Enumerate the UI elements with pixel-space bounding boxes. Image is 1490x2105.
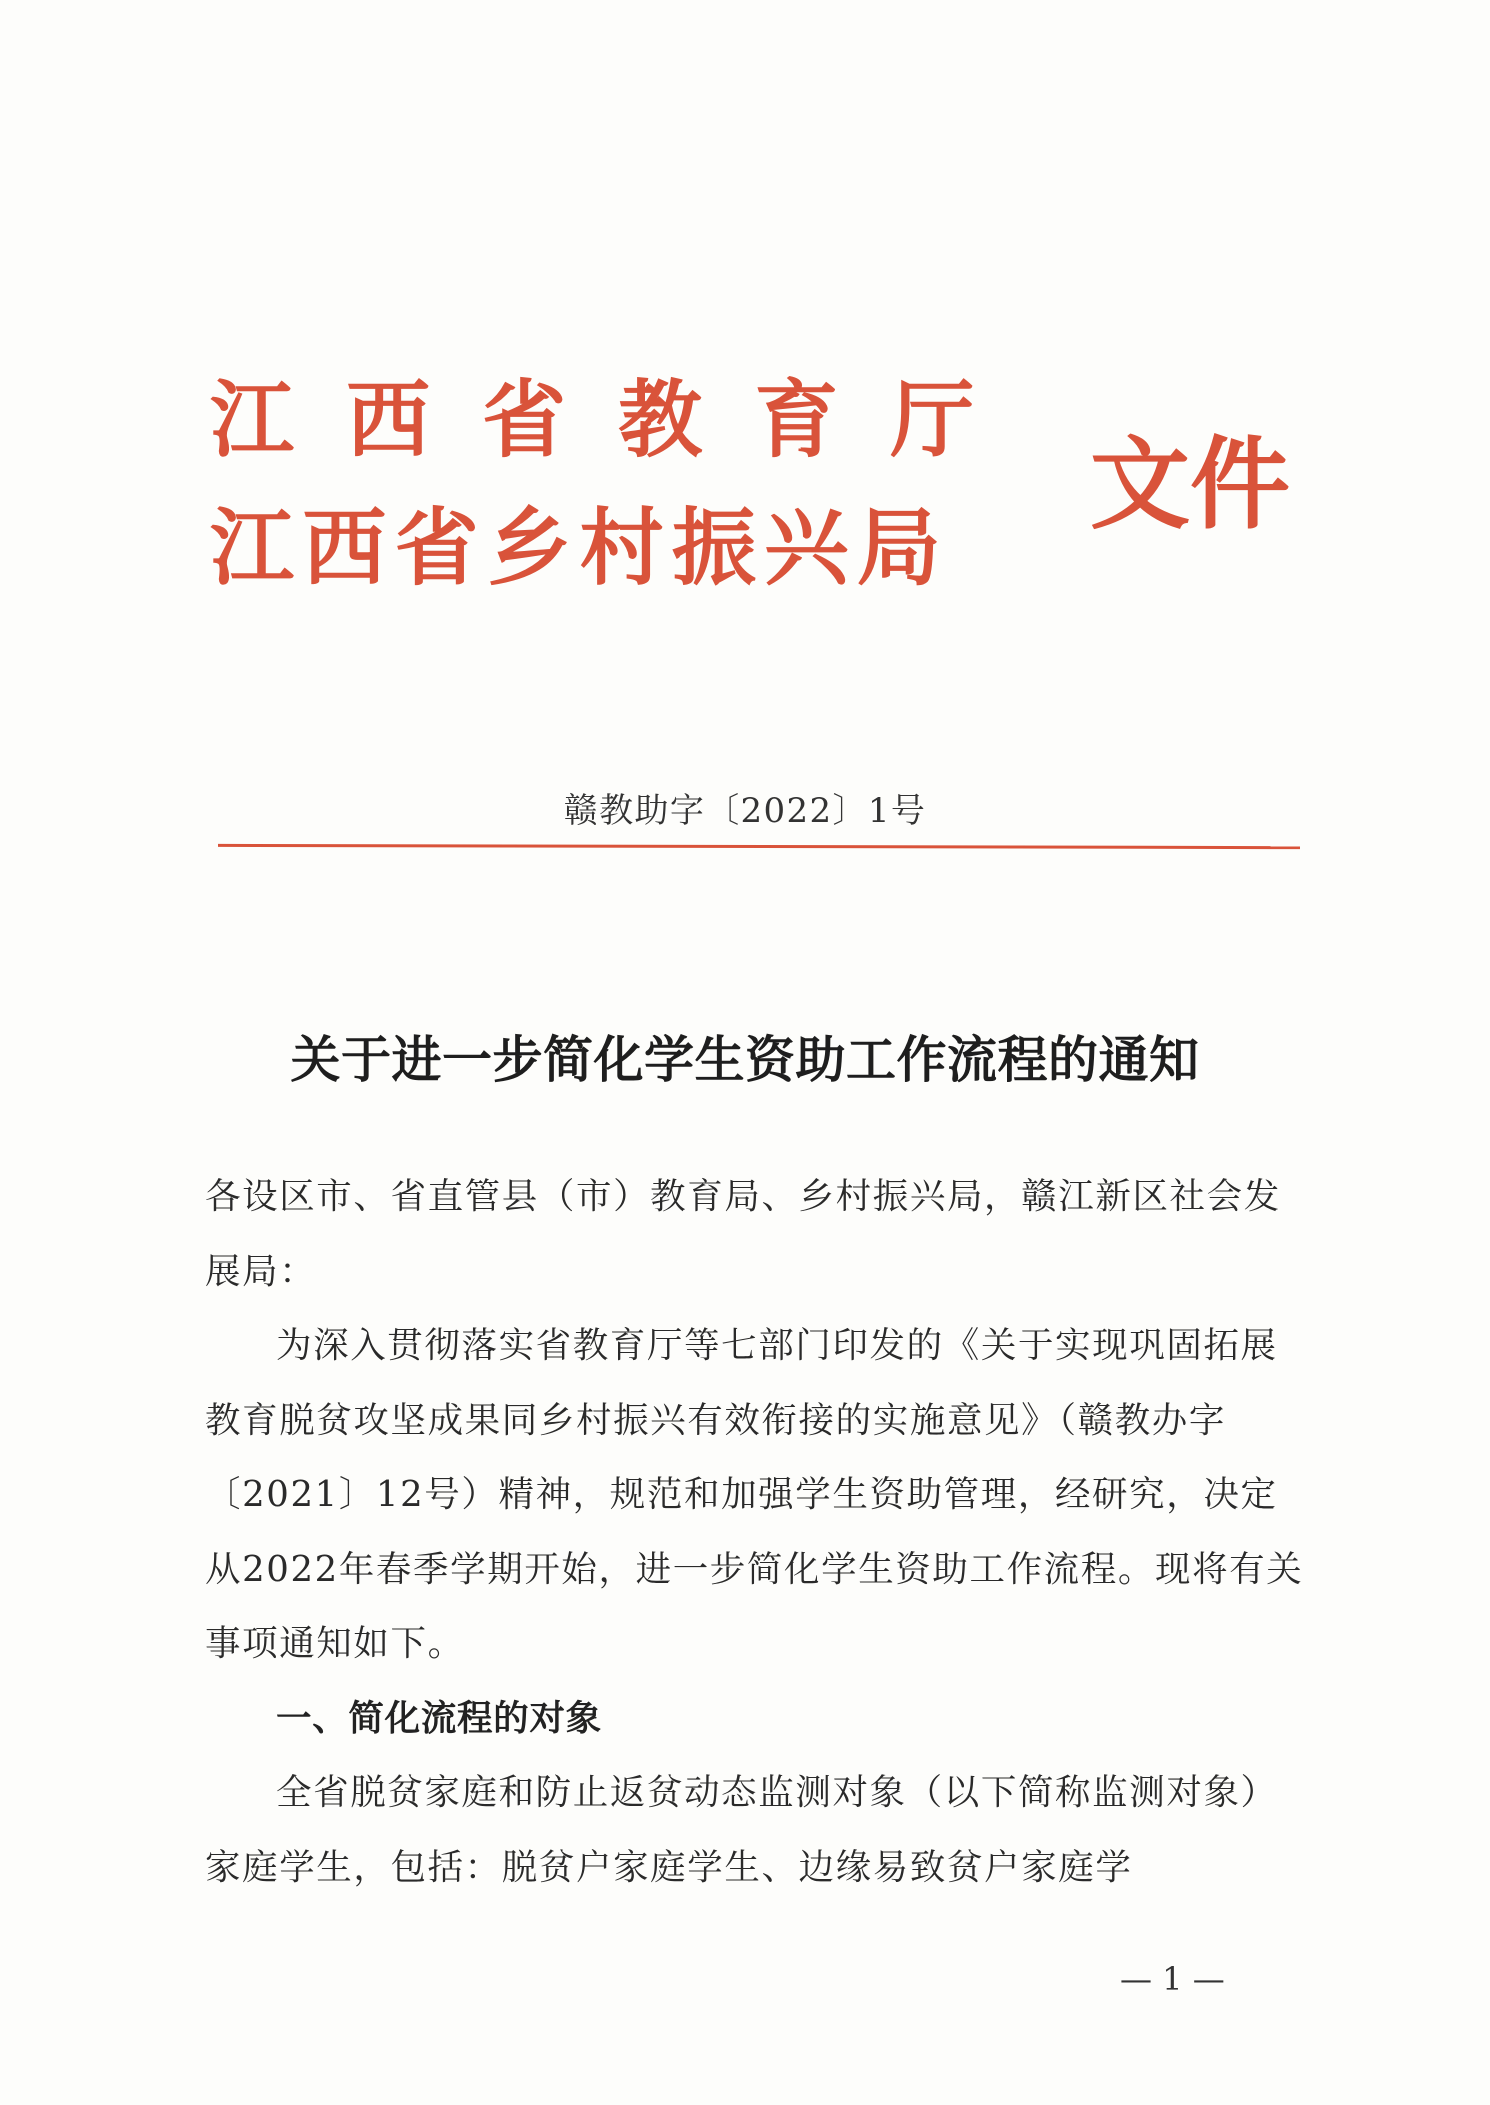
issuing-org-1: 江西省教育厅 (210, 371, 1027, 469)
issuing-org-2: 江西省乡村振兴局 (210, 499, 950, 597)
document-body (205, 1160, 1305, 1905)
section-1-paragraph: 全省脱贫家庭和防止返贫动态监测对象（以下简称监测对象）家庭学生，包括：脱贫户家庭学生、边缘易致贫户家庭学 (205, 1772, 1278, 1888)
red-divider-line (218, 844, 1300, 849)
document-header (210, 360, 1310, 620)
document-word: 文件 (1090, 426, 1290, 543)
addressee: 各设区市、省直管县（市）教育局、乡村振兴局，赣江新区社会发展局： (205, 1176, 1281, 1292)
page-number: — 1 — (1120, 1960, 1225, 1998)
document-number: 赣教助字〔2022〕1号 (563, 791, 927, 831)
section-heading-1: 一、简化流程的对象 (276, 1697, 602, 1739)
intro-paragraph: 为深入贯彻落实省教育厅等七部门印发的《关于实现巩固拓展教育脱贫攻坚成果同乡村振兴有效衔接的实施意见》（赣教办字〔2021〕12号）精神，规范和加强学生资助管理，经研究，决定从2022年春季学期开始，进一步简化学生资助工作流程。现将有关事项通知如下。 (205, 1325, 1304, 1664)
document-title: 关于进一步简化学生资助工作流程的通知 (290, 1030, 1200, 1089)
